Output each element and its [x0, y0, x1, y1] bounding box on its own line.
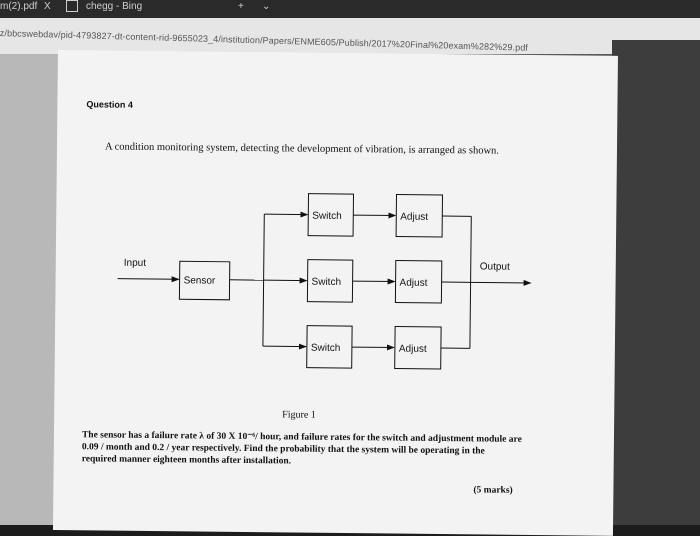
figure-caption: Figure 1 [282, 409, 316, 420]
tab-bing[interactable] [66, 0, 176, 18]
switch-label-2: Switch [312, 277, 342, 288]
problem-description: The sensor has a failure rate λ of 30 X 10⁻⁶/ hour, and failure rates for the switch and adjustment module are 0.09 / month and 0.2 / year respectively. Find the probability that the system will be operating in the required manner eighteen months after installation. [82, 429, 522, 470]
url-text[interactable]: z/bbcswebdav/pid-4793827-dt-content-rid-9655023_4/institution/Papers/ENME605/Publish/2017%20Final%20exam%282%29.pdf [0, 28, 528, 53]
input-arrow [118, 279, 179, 280]
intro-paragraph: A condition monitoring system, detecting the development of vibration, is arranged as shown. [105, 136, 525, 162]
new-tab-button[interactable]: + [238, 0, 244, 18]
address-bar[interactable] [0, 18, 700, 54]
browser-tab-bar [0, 0, 700, 18]
viewer-left-strip [0, 54, 60, 525]
output-label: Output [480, 261, 510, 272]
sensor-label: Sensor [184, 275, 216, 286]
tab-bing-label: chegg - Bing [86, 1, 142, 12]
system-diagram [54, 50, 618, 396]
adjust-label-3: Adjust [399, 344, 427, 355]
bing-icon [66, 0, 78, 12]
output-arrow [471, 282, 531, 283]
input-label: Input [124, 258, 147, 269]
adjust-label-2: Adjust [400, 278, 428, 289]
tab-menu-chevron-icon[interactable]: ⌄ [262, 0, 270, 18]
tab-close-icon[interactable]: X [44, 0, 51, 18]
pdf-page [53, 50, 618, 536]
question-heading: Question 4 [86, 99, 133, 109]
tab-pdf[interactable] [0, 0, 60, 18]
viewer-right-strip [612, 40, 700, 525]
switch-label-3: Switch [311, 343, 341, 354]
switch-label-1: Switch [312, 211, 342, 222]
adjust-label-1: Adjust [400, 212, 428, 223]
tab-pdf-label: m(2).pdf [0, 1, 37, 12]
marks-label: (5 marks) [473, 485, 512, 495]
